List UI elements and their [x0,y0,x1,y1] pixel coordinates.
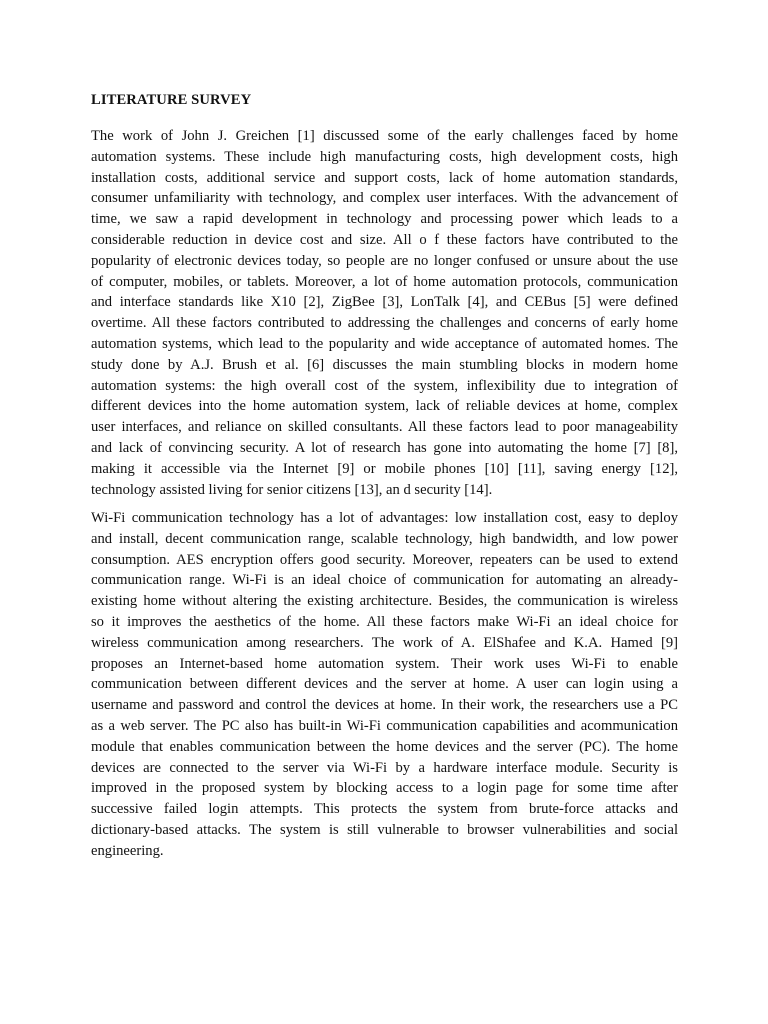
paragraph-line: devices are connected to the server via Wi-Fi by a hardware interface module. Security is [91,759,678,776]
paragraph-line: as a web server. The PC also has built-in Wi-Fi communication capabilities and acommunication [91,717,678,734]
paragraph-line: existing home without altering the existing architecture. Besides, the communication is wireless [91,593,678,610]
paragraph-line: module that enables communication between the home devices and the server (PC). The home [91,738,678,755]
paragraph-line: and install, decent communication range, scalable technology, high bandwidth, and low power [91,530,678,547]
paragraph-2 [91,508,678,862]
paragraph-line: consumer unfamiliarity with technology, and complex user interfaces. With the advancement of [91,190,678,207]
paragraph-line: dictionary-based attacks. The system is still vulnerable to browser vulnerabilities and social [91,821,678,838]
paragraph-1 [91,126,678,500]
paragraph-line: automation systems: the high overall cost of the system, inflexibility due to integration of [91,377,678,394]
paragraph-line: communication between different devices and the server at home. A user can login using a [91,676,678,693]
paragraph-line: so it improves the aesthetics of the home. All these factors make Wi-Fi an ideal choice for [91,613,678,630]
paragraph-line: wireless communication among researchers. The work of A. ElShafee and K.A. Hamed [9] [91,634,678,651]
paragraph-line: making it accessible via the Internet [9] or mobile phones [10] [11], saving energy [12], [91,460,678,477]
paragraph-line: user interfaces, and reliance on skilled consultants. All these factors lead to poor manageability [91,419,678,436]
paragraph-line: username and password and control the devices at home. In their work, the researchers use a PC [91,697,678,714]
paragraph-line: Wi-Fi communication technology has a lot of advantages: low installation cost, easy to deploy [91,510,678,526]
paragraph-line: proposes an Internet-based home automation system. Their work uses Wi-Fi to enable [91,655,678,672]
paragraph-line: overtime. All these factors contributed to addressing the challenges and concerns of early home [91,315,678,332]
paragraph-line: communication range. Wi-Fi is an ideal choice of communication for automating an already- [91,572,678,589]
paragraph-line: installation costs, additional service and support costs, lack of home automation standards, [91,169,678,186]
paragraph-line: considerable reduction in device cost and size. All o f these factors have contributed to the [91,231,678,248]
paragraph-line: popularity of electronic devices today, so people are no longer confused or unsure about the use [91,252,678,269]
paragraph-line: and lack of convincing security. A lot of research has gone into automating the home [7] [8], [91,439,678,456]
paragraph-line: consumption. AES encryption offers good security. Moreover, repeaters can be used to extend [91,551,678,568]
paragraph-line: study done by A.J. Brush et al. [6] discusses the main stumbling blocks in modern home [91,356,678,373]
paragraph-line: different devices into the home automation system, lack of reliable devices at home, complex [91,398,678,415]
paragraph-line: engineering. [91,842,164,859]
paragraph-line: The work of John J. Greichen [1] discussed some of the early challenges faced by home [91,128,678,144]
paragraph-line: of computer, mobiles, or tablets. Moreover, a lot of home automation protocols, communication [91,273,678,290]
section-heading: LITERATURE SURVEY [91,92,252,108]
paragraph-line: automation systems. These include high manufacturing costs, high development costs, high [91,148,678,165]
paragraph-line: automation systems, which lead to the popularity and wide acceptance of automated homes. The [91,335,678,352]
paragraph-line: and interface standards like X10 [2], ZigBee [3], LonTalk [4], and CEBus [5] were defined [91,294,678,311]
paragraph-line: improved in the proposed system by blocking access to a login page for some time after [91,780,678,797]
paragraph-line: technology assisted living for senior citizens [13], an d security [14]. [91,481,493,498]
paragraph-line: time, we saw a rapid development in technology and processing power which leads to a [91,211,678,228]
paragraph-line: successive failed login attempts. This protects the system from brute-force attacks and [91,801,678,818]
